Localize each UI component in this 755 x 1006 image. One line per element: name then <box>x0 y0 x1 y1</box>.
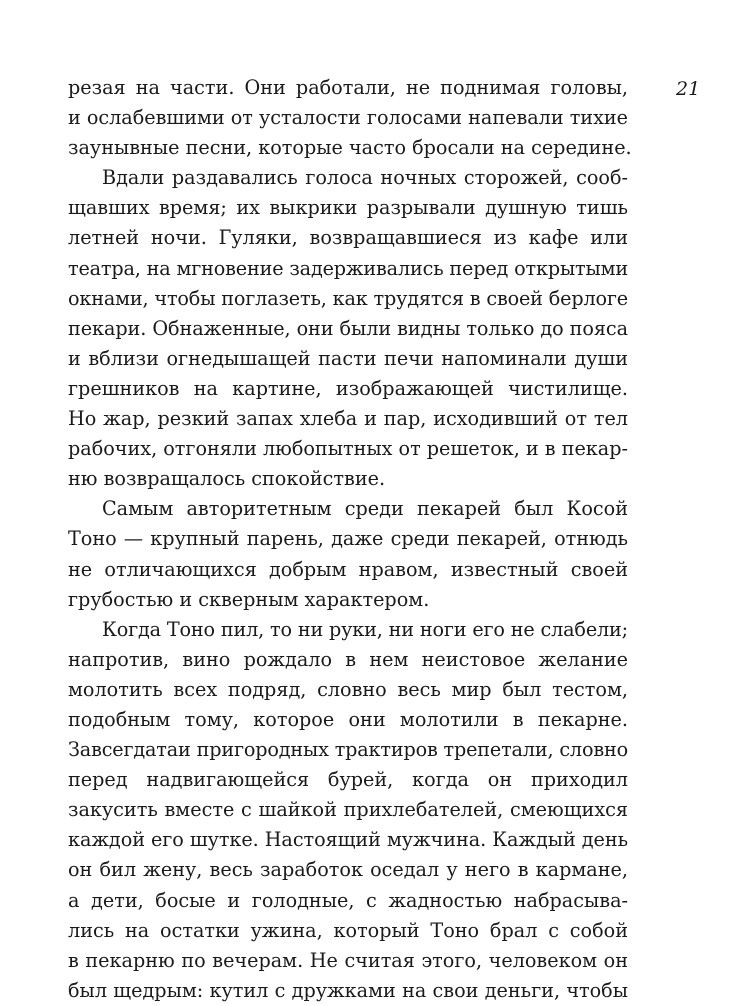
body-text <box>68 73 632 1006</box>
text-line: и вблизи огнедышащей пасти печи напоминали души <box>68 346 628 370</box>
paragraph-first-line: Самым авторитетным среди пекарей был Косой <box>102 497 628 521</box>
text-line: не отличающихся добрым нравом, известный своей <box>68 557 628 581</box>
page-number: 21 <box>676 78 701 100</box>
text-line: каждой его шутке. Настоящий мужчина. Каждый день <box>68 828 628 852</box>
text-line: в пекарню по вечерам. Не считая этого, человеком он <box>68 948 628 972</box>
text-line: театра, на мгновение задерживались перед открытыми <box>68 256 628 280</box>
text-line: ню возвращалось спокойствие. <box>68 467 386 491</box>
text-line: Тоно — крупный парень, даже среди пекарей, отнюдь <box>68 527 628 551</box>
text-line: напротив, вино рождало в нем неистовое желание <box>68 647 628 671</box>
text-line: щавших время; их выкрики разрывали душную тишь <box>68 196 628 220</box>
text-line: лись на остатки ужина, который Тоно брал с собой <box>68 918 628 942</box>
text-line: грубостью и скверным характером. <box>68 587 430 611</box>
text-line: летней ночи. Гуляки, возвращавшиеся из кафе или <box>68 226 628 250</box>
text-line: подобным тому, которое они молотили в пекарне. <box>68 707 628 731</box>
text-line: Завсегдатаи пригородных трактиров трепетали, словно <box>68 738 628 762</box>
text-line: окнами, чтобы поглазеть, как трудятся в своей берлоге <box>68 286 628 310</box>
text-line: рабочих, отгоняли любопытных от решеток, и в пекар- <box>68 437 628 461</box>
paragraph-first-line: Вдали раздавались голоса ночных сторожей, сооб- <box>102 166 628 190</box>
text-line: заунывные песни, которые часто бросали на середине. <box>68 136 632 160</box>
text-line: грешников на картине, изображающей чистилище. <box>68 376 628 400</box>
text-line: был щедрым: кутил с дружками на свои деньги, чтобы <box>68 978 628 1002</box>
text-line: он бил жену, весь заработок оседал у него в кармане, <box>68 858 628 882</box>
text-line: молотить всех подряд, словно весь мир был тестом, <box>68 677 628 701</box>
text-line: закусить вместе с шайкой прихлебателей, смеющихся <box>68 798 628 822</box>
text-line: и ослабевшими от усталости голосами напевали тихие <box>68 106 628 130</box>
text-line: перед надвигающейся бурей, когда он приходил <box>68 768 628 792</box>
text-line: Но жар, резкий запах хлеба и пар, исходивший от тел <box>68 407 628 431</box>
paragraph-first-line: Когда Тоно пил, то ни руки, ни ноги его не слабели; <box>102 617 628 641</box>
text-line: пекари. Обнаженные, они были видны только до пояса <box>68 316 628 340</box>
text-line: а дети, босые и голодные, с жадностью набрасыва- <box>68 888 628 912</box>
text-line: резая на части. Они работали, не поднимая головы, <box>68 76 628 99</box>
